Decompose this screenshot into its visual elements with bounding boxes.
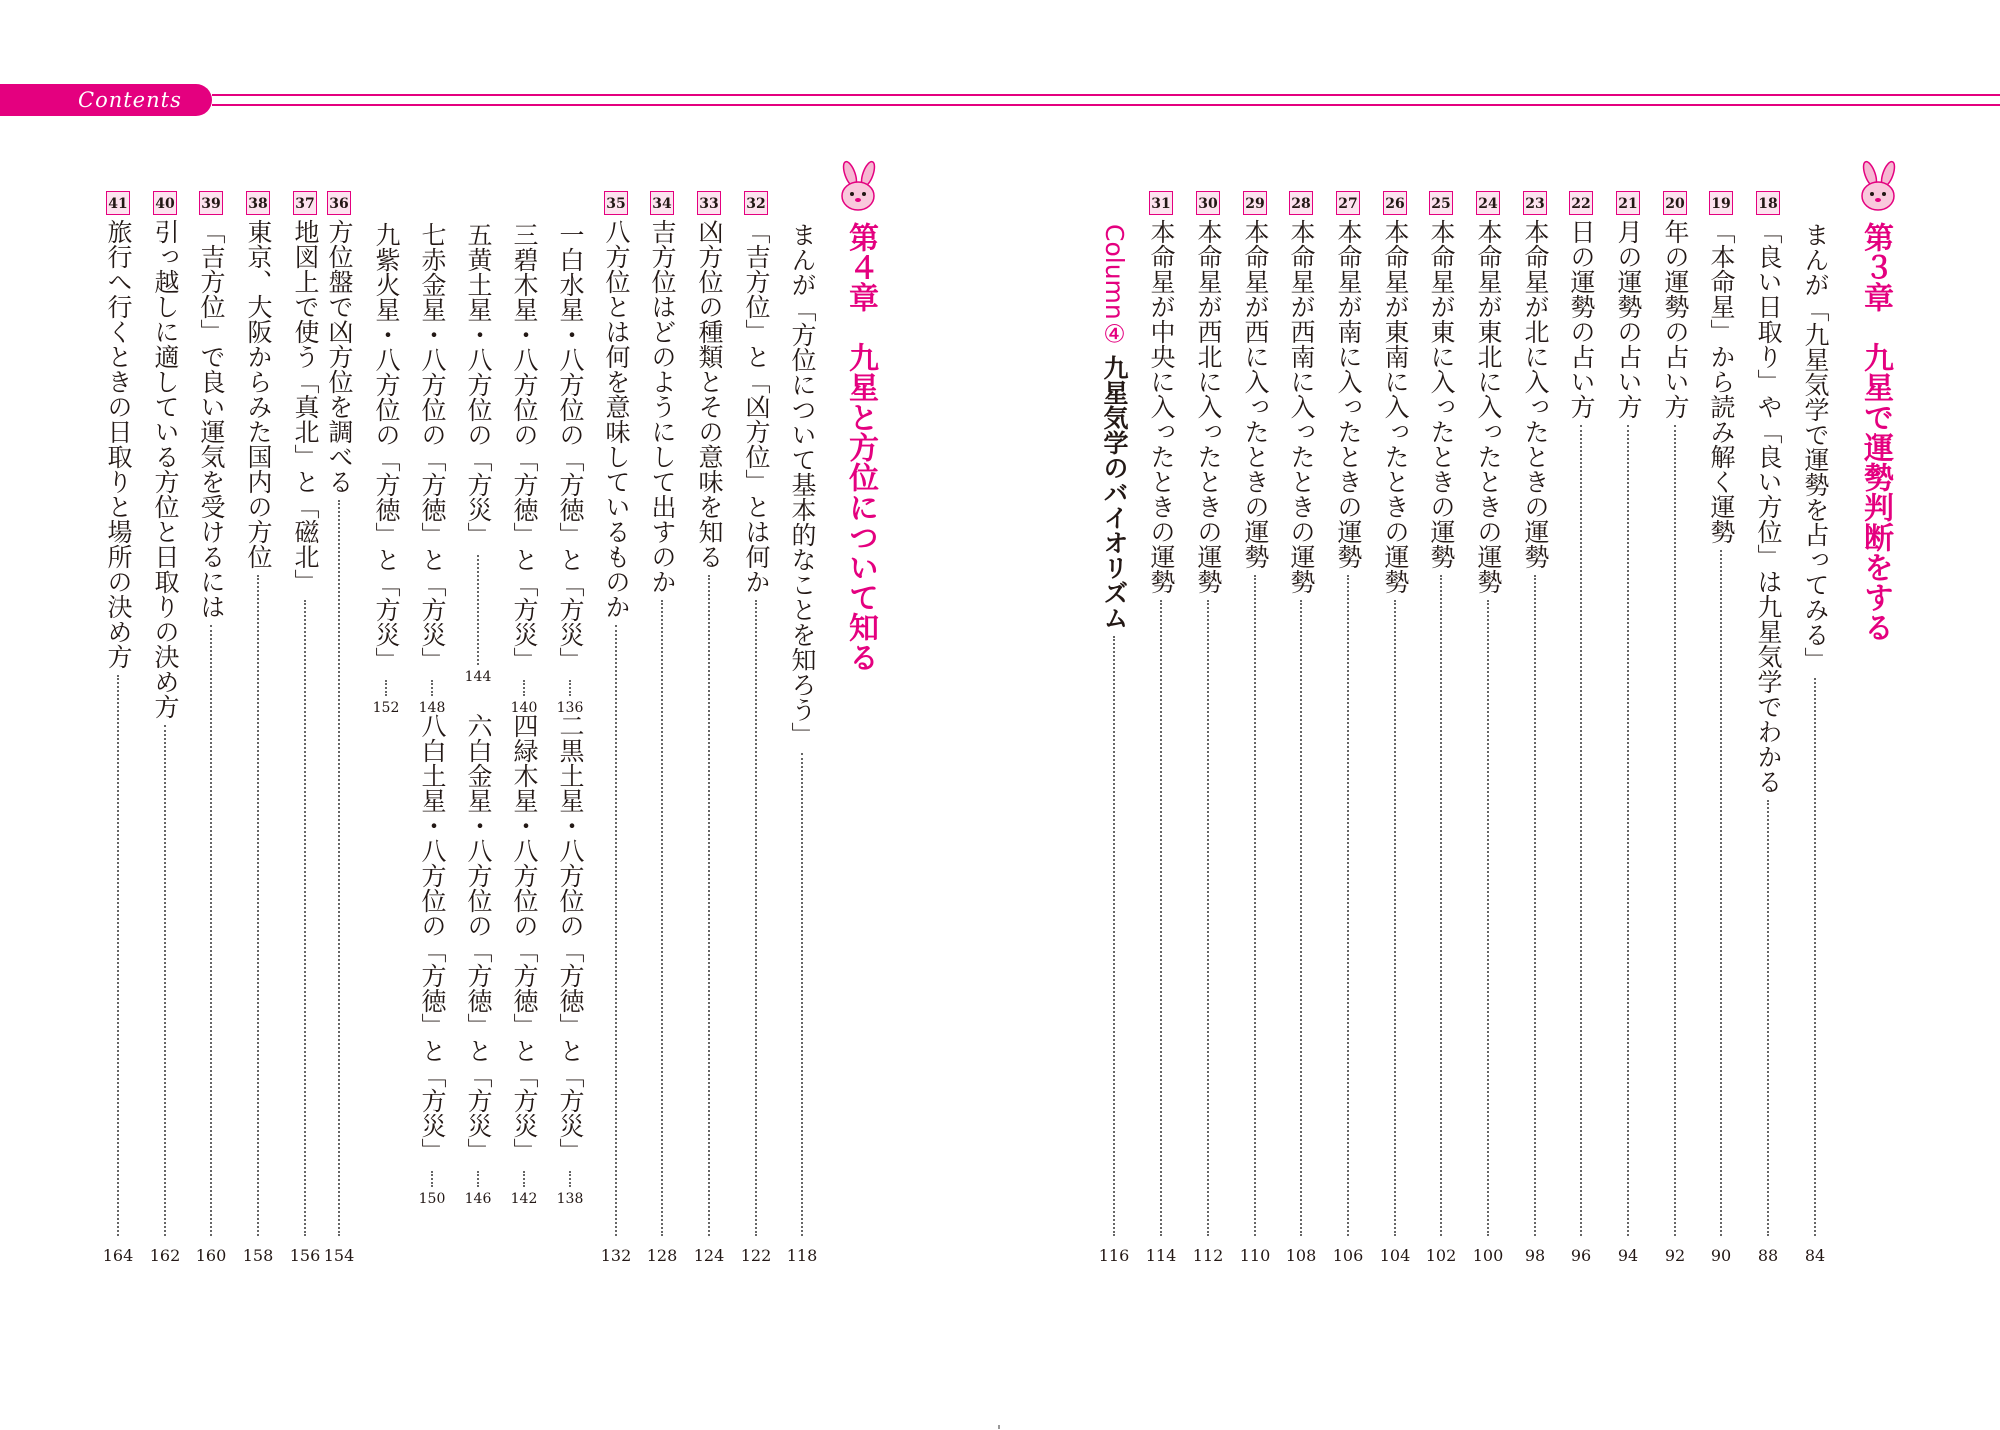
entry-page: 98: [1524, 1246, 1546, 1265]
entry-title: 六白金星・八方位の「方徳」と「方災」: [464, 713, 493, 1163]
dot-leader: [1300, 600, 1302, 1236]
toc-entry[interactable]: [1800, 222, 1830, 1265]
chapter4-heading: 第４章 九星と方位について知る: [843, 222, 878, 672]
entry-title: 凶方位の種類とその意味を知る: [695, 219, 724, 569]
toc-entry[interactable]: [196, 191, 226, 1265]
entry-page: 100: [1472, 1246, 1504, 1265]
toc-entry[interactable]: [1146, 191, 1176, 1265]
entry-page: 90: [1710, 1246, 1732, 1265]
toc-entry[interactable]: [1193, 191, 1223, 1265]
toc-entry[interactable]: [1613, 191, 1643, 1265]
dot-leader: [338, 500, 340, 1236]
entry-title: 本命星が東北に入ったときの運勢: [1474, 219, 1503, 594]
dot-leader: [615, 625, 617, 1236]
toc-entry[interactable]: [1706, 191, 1736, 1265]
entry-page: 96: [1570, 1246, 1592, 1265]
column-title: 九星気学のバイオリズム: [1100, 354, 1129, 630]
toc-entry[interactable]: [1473, 191, 1503, 1265]
entry-title: 月の運勢の占い方: [1614, 219, 1643, 419]
column-label: Column④: [1100, 224, 1129, 349]
rabbit-mascot-icon: [1850, 160, 1906, 214]
dot-leader: [1767, 800, 1769, 1236]
toc-entry[interactable]: [324, 191, 354, 1265]
entry-title: 五黄土星・八方位の「方災」: [464, 222, 493, 547]
sub-entry[interactable]: [417, 713, 447, 1207]
entry-page: 142: [510, 1191, 538, 1207]
entry-number: 26: [1383, 191, 1407, 215]
entry-page: 92: [1664, 1246, 1686, 1265]
entry-page: 84: [1804, 1246, 1826, 1265]
sub-entry[interactable]: [509, 222, 539, 716]
dot-leader: [1720, 550, 1722, 1236]
toc-entry[interactable]: [1286, 191, 1316, 1265]
dot-leader: [385, 680, 387, 696]
dot-leader: [1534, 575, 1536, 1236]
entry-page: 106: [1332, 1246, 1364, 1265]
entry-title: 四緑木星・八方位の「方徳」と「方災」: [510, 713, 539, 1163]
entry-page: 144: [464, 669, 492, 685]
entry-title: 八方位とは何を意味しているものか: [602, 219, 631, 619]
entry-title: まんが「方位について基本的なことを知ろう」: [788, 222, 817, 747]
toc-entry[interactable]: [601, 191, 631, 1265]
entry-page: 118: [786, 1246, 818, 1265]
toc-entry[interactable]: [787, 222, 817, 1265]
entry-page: 148: [418, 700, 446, 716]
entry-number: 33: [697, 191, 721, 215]
entry-title: 七赤金星・八方位の「方徳」と「方災」: [418, 222, 447, 672]
dot-leader: [1160, 600, 1162, 1236]
toc-entry[interactable]: [1660, 191, 1690, 1265]
toc-entry[interactable]: [1240, 191, 1270, 1265]
entry-number: 39: [199, 191, 223, 215]
dot-leader: [477, 1171, 479, 1187]
entry-title: 「吉方位」で良い運気を受けるには: [197, 219, 226, 619]
header-title: Contents: [78, 88, 182, 112]
entry-number: 41: [106, 191, 130, 215]
entry-number: 35: [604, 191, 628, 215]
header-rule-bottom: [212, 104, 2000, 106]
dot-leader: [1440, 575, 1442, 1236]
dot-leader: [164, 725, 166, 1236]
entry-page: 132: [600, 1246, 632, 1265]
entry-page: 122: [740, 1246, 772, 1265]
entry-page: 156: [289, 1246, 321, 1265]
dot-leader: [1674, 425, 1676, 1236]
toc-entry[interactable]: [647, 191, 677, 1265]
entry-page: 102: [1425, 1246, 1457, 1265]
entry-page: 146: [464, 1191, 492, 1207]
entry-number: 27: [1336, 191, 1360, 215]
entry-number: 30: [1196, 191, 1220, 215]
toc-entry[interactable]: [1753, 191, 1783, 1265]
dot-leader: [523, 680, 525, 696]
entry-number: 34: [650, 191, 674, 215]
entry-page: 116: [1098, 1246, 1130, 1265]
toc-entry[interactable]: [243, 191, 273, 1265]
entry-number: 21: [1616, 191, 1640, 215]
entry-title: 二黒土星・八方位の「方徳」と「方災」: [556, 713, 585, 1163]
dot-leader: [304, 600, 306, 1236]
toc-entry[interactable]: [1380, 191, 1410, 1265]
entry-title: 八白土星・八方位の「方徳」と「方災」: [418, 713, 447, 1163]
entry-page: 110: [1239, 1246, 1271, 1265]
entry-number: 31: [1149, 191, 1173, 215]
entry-page: 88: [1757, 1246, 1779, 1265]
entry-page: 128: [646, 1246, 678, 1265]
dot-leader: [661, 600, 663, 1236]
entry-title: 引っ越しに適している方位と日取りの決め方: [151, 219, 180, 719]
toc-entry[interactable]: [290, 191, 320, 1265]
entry-title: 東京、大阪からみた国内の方位: [244, 219, 273, 569]
sub-entry[interactable]: [463, 222, 493, 685]
entry-title: 「良い日取り」や「良い方位」は九星気学でわかる: [1754, 219, 1783, 794]
entry-number: 29: [1243, 191, 1267, 215]
entry-title: 本命星が西南に入ったときの運勢: [1287, 219, 1316, 594]
entry-number: 28: [1289, 191, 1313, 215]
toc-entry[interactable]: [1426, 191, 1456, 1265]
entry-title: 旅行へ行くときの日取りと場所の決め方: [104, 219, 133, 669]
dot-leader: [523, 1171, 525, 1187]
dot-leader: [257, 575, 259, 1236]
entry-number: 32: [744, 191, 768, 215]
sub-entry[interactable]: [509, 713, 539, 1207]
dot-leader: [708, 575, 710, 1236]
entry-page: 108: [1285, 1246, 1317, 1265]
entry-number: 36: [327, 191, 351, 215]
toc-entry[interactable]: [150, 191, 180, 1265]
entry-page: 154: [323, 1246, 355, 1265]
dot-leader: [755, 600, 757, 1236]
sub-entry[interactable]: [555, 222, 585, 716]
entry-page: 138: [556, 1191, 584, 1207]
header-rule-top: [212, 94, 2000, 96]
dot-leader: [210, 625, 212, 1236]
entry-page: 136: [556, 700, 584, 716]
sub-entry[interactable]: [555, 713, 585, 1207]
gutter-mark: [998, 1425, 1000, 1429]
sub-entry[interactable]: [463, 713, 493, 1207]
entry-number: 20: [1663, 191, 1687, 215]
chapter3-heading: 第３章 九星で運勢判断をする: [1858, 222, 1893, 642]
dot-leader: [1254, 575, 1256, 1236]
entry-page: 158: [242, 1246, 274, 1265]
sub-entry[interactable]: [417, 222, 447, 716]
dot-leader: [117, 675, 119, 1236]
entry-title: まんが「九星気学で運勢を占ってみる」: [1801, 222, 1830, 672]
entry-title: 本命星が東南に入ったときの運勢: [1381, 219, 1410, 594]
entry-page: 114: [1145, 1246, 1177, 1265]
entry-page: 150: [418, 1191, 446, 1207]
entry-page: 162: [149, 1246, 181, 1265]
dot-leader: [1207, 600, 1209, 1236]
dot-leader: [431, 680, 433, 696]
dot-leader: [569, 680, 571, 696]
entry-page: 112: [1192, 1246, 1224, 1265]
dot-leader: [477, 555, 479, 665]
entry-page: 124: [693, 1246, 725, 1265]
entry-title: 年の運勢の占い方: [1661, 219, 1690, 419]
entry-number: 25: [1429, 191, 1453, 215]
entry-page: 164: [102, 1246, 134, 1265]
toc-entry[interactable]: [1333, 191, 1363, 1265]
entry-page: 140: [510, 700, 538, 716]
dot-leader: [569, 1171, 571, 1187]
entry-number: 37: [293, 191, 317, 215]
entry-title: 一白水星・八方位の「方徳」と「方災」: [556, 222, 585, 672]
entry-page: 94: [1617, 1246, 1639, 1265]
entry-page: 104: [1379, 1246, 1411, 1265]
entry-number: 18: [1756, 191, 1780, 215]
dot-leader: [1113, 636, 1115, 1236]
sub-entry[interactable]: [371, 222, 401, 716]
toc-entry[interactable]: [1566, 191, 1596, 1265]
entry-number: 19: [1709, 191, 1733, 215]
entry-page: 160: [195, 1246, 227, 1265]
entry-title: 「本命星」から読み解く運勢: [1707, 219, 1736, 544]
entry-number: 40: [153, 191, 177, 215]
entry-title: 日の運勢の占い方: [1567, 219, 1596, 419]
column-entry[interactable]: [1099, 224, 1129, 1265]
entry-title: 本命星が南に入ったときの運勢: [1334, 219, 1363, 569]
dot-leader: [1814, 678, 1816, 1236]
toc-entry[interactable]: [1520, 191, 1550, 1265]
entry-title: 本命星が中央に入ったときの運勢: [1147, 219, 1176, 594]
entry-title: 本命星が西に入ったときの運勢: [1241, 219, 1270, 569]
entry-title: 九紫火星・八方位の「方徳」と「方災」: [372, 222, 401, 672]
entry-title: 三碧木星・八方位の「方徳」と「方災」: [510, 222, 539, 672]
rabbit-mascot-icon: [830, 160, 886, 214]
entry-number: 22: [1569, 191, 1593, 215]
entry-title: 地図上で使う「真北」と「磁北」: [291, 219, 320, 594]
entry-title: 吉方位はどのようにして出すのか: [648, 219, 677, 594]
entry-title: 本命星が東に入ったときの運勢: [1427, 219, 1456, 569]
entry-number: 24: [1476, 191, 1500, 215]
entry-title: 本命星が西北に入ったときの運勢: [1194, 219, 1223, 594]
dot-leader: [431, 1171, 433, 1187]
entry-title: 方位盤で凶方位を調べる: [325, 219, 354, 494]
dot-leader: [1347, 575, 1349, 1236]
dot-leader: [1580, 425, 1582, 1236]
entry-title: 本命星が北に入ったときの運勢: [1521, 219, 1550, 569]
entry-number: 38: [246, 191, 270, 215]
dot-leader: [1394, 600, 1396, 1236]
toc-entry[interactable]: [694, 191, 724, 1265]
toc-entry[interactable]: [103, 191, 133, 1265]
entry-title: 「吉方位」と「凶方位」とは何か: [742, 219, 771, 594]
entry-page: 152: [372, 700, 400, 716]
dot-leader: [1487, 600, 1489, 1236]
toc-entry[interactable]: [741, 191, 771, 1265]
entry-number: 23: [1523, 191, 1547, 215]
dot-leader: [1627, 425, 1629, 1236]
dot-leader: [801, 753, 803, 1236]
